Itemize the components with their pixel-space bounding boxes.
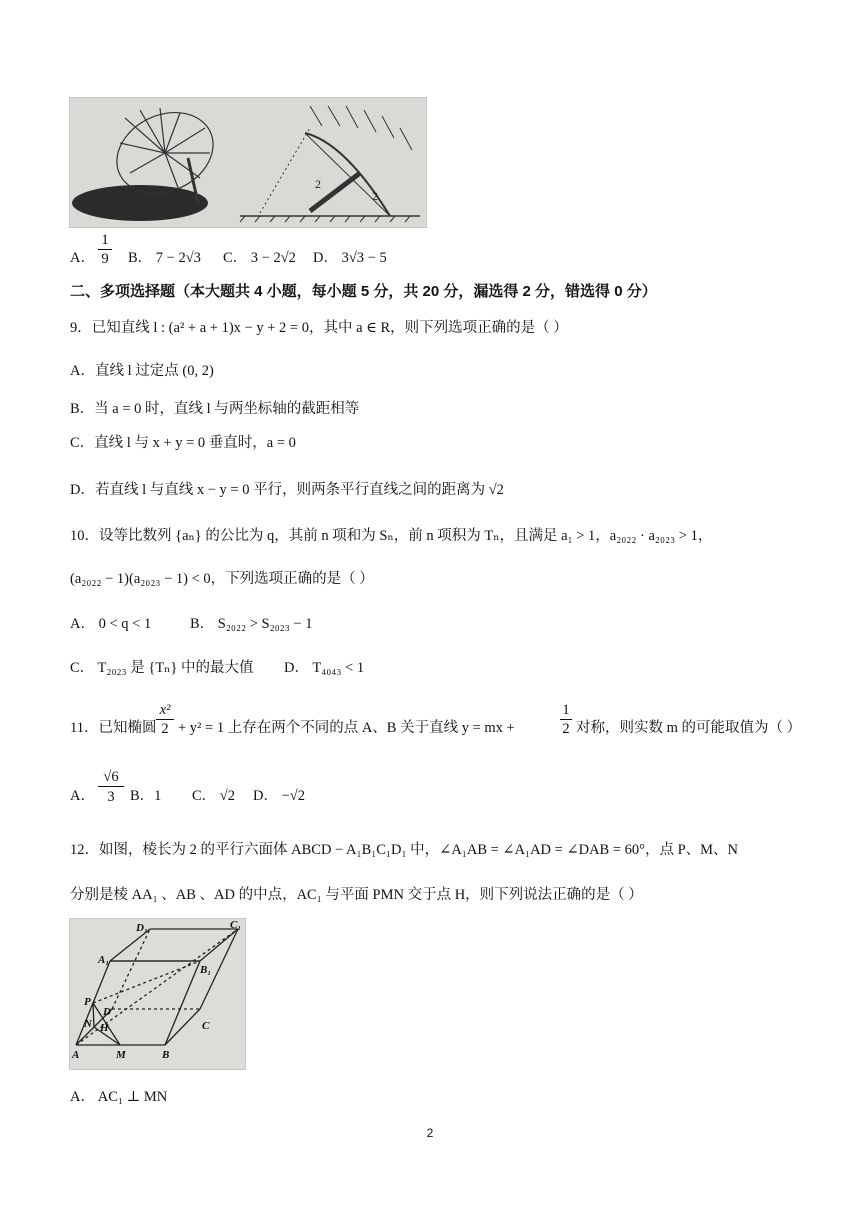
q8-option-c: C． 3 − 2√2: [223, 250, 296, 266]
label-a1: A₁: [98, 954, 110, 966]
q11-frac1-numerator: x²: [156, 702, 174, 720]
label-h: H: [100, 1022, 109, 1034]
q12-stem-line1: 12．如图，棱长为 2 的平行六面体 ABCD − A₁B₁C₁D₁ 中，∠A₁AB = ∠A₁AD = ∠DAB = 60°，点 P、M、N: [70, 842, 739, 858]
q8-option-a-fraction: [98, 232, 112, 268]
q11-stem: [70, 700, 800, 744]
label-d: D: [103, 1006, 111, 1018]
q12-stem-line2: 分别是棱 AA₁ 、AB 、AD 的中点，AC₁ 与平面 PMN 交于点 H，则下列说法正确的是（ ）: [70, 887, 643, 903]
umbrella-label-2: 2: [372, 189, 378, 203]
section-title: 二、多项选择题（本大题共 4 小题，每小题 5 分，共 20 分，漏选得 2 分，错选得 0 分）: [70, 283, 657, 300]
label-a: A: [72, 1049, 80, 1061]
label-p: P: [84, 996, 91, 1008]
label-d1: D₁: [136, 922, 148, 934]
q8-option-a-label: A．: [70, 250, 95, 266]
q11-a-denominator: 3: [107, 789, 115, 805]
parallelepiped-drawing: [70, 919, 245, 1069]
umbrella-figure: [69, 97, 427, 228]
q11-frac2-numerator: 1: [560, 702, 572, 720]
label-b: B: [162, 1049, 170, 1061]
q11-middle: + y² = 1 上存在两个不同的点 A、B 关于直线 y = mx +: [178, 720, 515, 736]
q8-a-denominator: 9: [101, 251, 109, 267]
q10-option-c: C． T₂₀₂₃ 是 {Tₙ} 中的最大值: [70, 660, 254, 676]
q9-stem: 9．已知直线 l : (a² + a + 1)x − y + 2 = 0，其中 a ∈ R，则下列选项正确的是（ ）: [70, 320, 568, 336]
q11-frac1-denominator: 2: [161, 721, 169, 737]
q11-frac2-denominator: 2: [562, 721, 570, 737]
page-number: 2: [426, 1126, 434, 1140]
q11-option-a-label: A．: [70, 788, 95, 804]
label-c: C: [202, 1020, 210, 1032]
q11-option-d: D． −√2: [253, 788, 305, 804]
label-b1: B₁: [200, 964, 212, 976]
q11-option-c: C． √2: [192, 788, 236, 804]
umbrella-label-1: 2: [315, 177, 321, 191]
q11-fraction-1-over-2: [560, 702, 572, 738]
label-m: M: [116, 1049, 126, 1061]
parallelepiped-figure: [69, 918, 246, 1070]
q8-option-b: B． 7 − 2√3: [128, 250, 201, 266]
q9-option-c: C．直线 l 与 x + y = 0 垂直时，a = 0: [70, 435, 296, 451]
q10-option-b: B． S₂₀₂₂ > S₂₀₂₃ − 1: [190, 616, 313, 632]
q11-a-numerator: √6: [98, 768, 124, 787]
umbrella-drawing: [70, 98, 426, 227]
label-n: N: [84, 1018, 92, 1030]
q10-option-d: D． T₄₀₄₃ < 1: [284, 660, 365, 676]
q9-option-b: B．当 a = 0 时，直线 l 与两坐标轴的截距相等: [70, 401, 360, 417]
q11-fraction-x2-over-2: [156, 702, 174, 738]
q11-option-b: B．1: [130, 788, 162, 804]
label-c1: C₁: [230, 919, 242, 931]
q10-option-a: A． 0 < q < 1: [70, 616, 152, 632]
q10-stem-line2: (a₂₀₂₂ − 1)(a₂₀₂₃ − 1) < 0，下列选项正确的是（ ）: [70, 571, 374, 587]
q11-suffix: 对称，则实数 m 的可能取值为（ ）: [576, 720, 802, 736]
q8-option-d: D． 3√3 − 5: [313, 250, 387, 266]
q9-option-d: D．若直线 l 与直线 x − y = 0 平行，则两条平行直线之间的距离为 √2: [70, 482, 504, 498]
q11-option-a-fraction: [98, 768, 124, 807]
q12-option-a: A． AC₁ ⊥ MN: [70, 1089, 168, 1105]
q9-option-a: A．直线 l 过定点 (0, 2): [70, 363, 214, 379]
q10-stem-line1: 10．设等比数列 {aₙ} 的公比为 q，其前 n 项和为 Sₙ，前 n 项积为 Tₙ，且满足 a₁ > 1，a₂₀₂₂ · a₂₀₂₃ > 1，: [70, 528, 713, 544]
q11-prefix: 11．已知椭圆: [70, 720, 157, 736]
q8-a-numerator: 1: [98, 232, 112, 250]
